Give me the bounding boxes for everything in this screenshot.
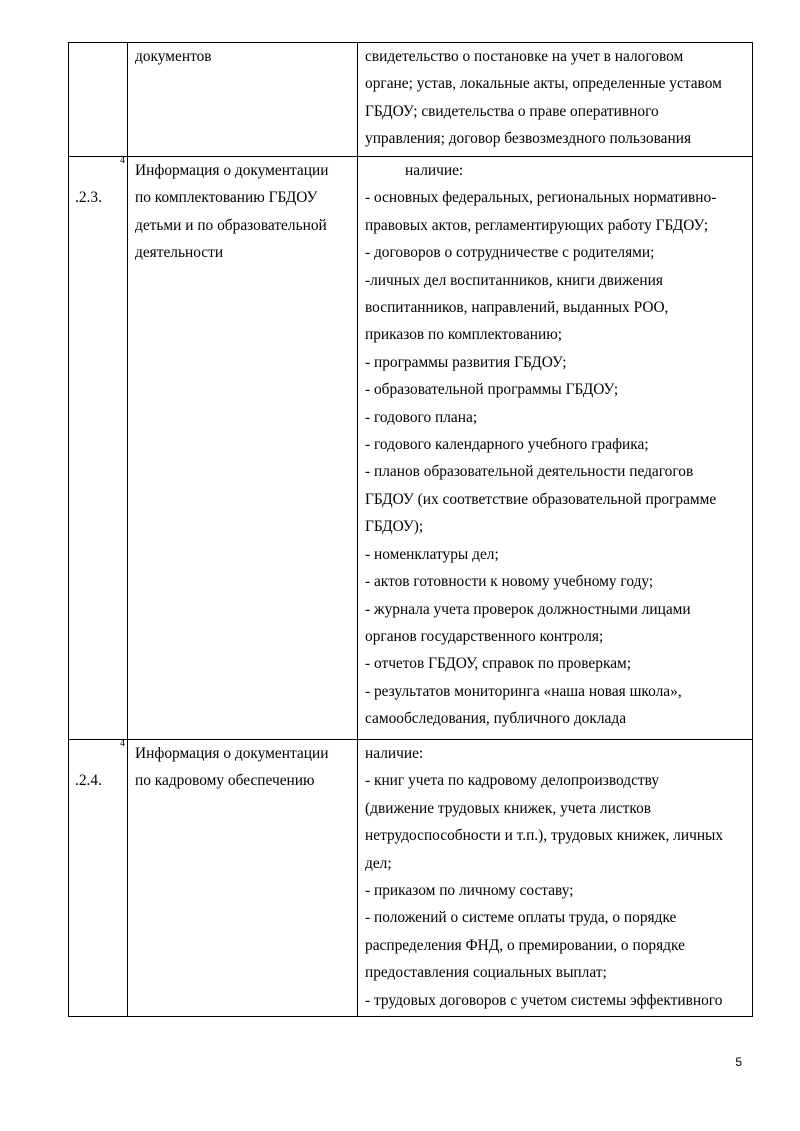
title-line: детьми и по образовательной: [135, 216, 327, 234]
title-line: документов: [135, 48, 212, 65]
row-content-cell: [358, 43, 753, 157]
row-number-cell: [69, 43, 128, 157]
table-row: [69, 43, 753, 157]
content-line: воспитанников, направлений, выданных РОО,: [365, 299, 669, 317]
page-number: 5: [735, 1055, 742, 1069]
title-line: Информация о документации: [135, 162, 329, 179]
content-line: - номенклатуры дел;: [365, 545, 499, 563]
row-number: .2.4.: [75, 772, 102, 790]
content-line: - положений о системе оплаты труда, о порядке: [365, 909, 677, 927]
content-line: распределения ФНД, о премировании, о порядке: [365, 936, 685, 954]
content-line: ГБДОУ (их соответствие образовательной программе: [365, 490, 717, 508]
row-content-cell: [358, 740, 753, 1017]
content-line: - планов образовательной деятельности педагогов: [365, 463, 694, 481]
content-line: органов государственного контроля;: [365, 627, 604, 645]
content-line: - результатов мониторинга «наша новая школа»,: [365, 682, 682, 700]
content-line: управления; договор безвозмездного пользования: [365, 130, 692, 148]
row-number-cell: [69, 740, 128, 1017]
content-line: -личных дел воспитанников, книги движения: [365, 271, 663, 289]
content-line: (движение трудовых книжек, учета листков: [365, 799, 652, 817]
title-line: по кадровому обеспечению: [135, 772, 315, 790]
content-line: правовых актов, регламентирующих работу ГБДОУ;: [365, 216, 709, 234]
documentation-table: [68, 42, 753, 1017]
content-line: ГБДОУ);: [365, 518, 424, 536]
content-line: - отчетов ГБДОУ, справок по проверкам;: [365, 655, 632, 673]
content-line: - книг учета по кадровому делопроизводству: [365, 772, 660, 790]
row-title-cell: [128, 740, 358, 1017]
row-number-cell: [69, 157, 128, 740]
title-line: Информация о документации: [135, 745, 329, 762]
row-marker: 4: [120, 155, 125, 166]
content-line: предоставления социальных выплат;: [365, 964, 607, 982]
content-line: - актов готовности к новому учебному году;: [365, 573, 654, 591]
row-title-cell: [128, 157, 358, 740]
content-line: - трудовых договоров с учетом системы эффективного: [365, 991, 723, 1009]
row-content-cell: [358, 157, 753, 740]
content-line: - программы развития ГБДОУ;: [365, 353, 567, 371]
content-line: нетрудоспособности и т.п.), трудовых книжек, личных: [365, 827, 724, 845]
content-line: наличие:: [405, 162, 464, 179]
row-number: [75, 43, 127, 70]
content-line: дел;: [365, 854, 392, 872]
table-row: [69, 157, 753, 740]
content-line: - образовательной программы ГБДОУ;: [365, 381, 619, 399]
row-marker: 4: [120, 738, 125, 749]
content-line: свидетельство о постановке на учет в налоговом: [365, 48, 684, 65]
content-line: - журнала учета проверок должностными лицами: [365, 600, 691, 618]
content-line: самообследования, публичного доклада: [365, 710, 627, 728]
row-number: .2.3.: [75, 189, 102, 207]
content-line: - годового календарного учебного графика;: [365, 436, 649, 454]
content-line: - приказом по личному составу;: [365, 882, 574, 900]
title-line: по комплектованию ГБДОУ: [135, 189, 318, 207]
title-line: деятельности: [135, 244, 224, 262]
row-title-cell: [128, 43, 358, 157]
table-row: [69, 740, 753, 1017]
content-line: органе; устав, локальные акты, определенные уставом: [365, 75, 722, 93]
content-line: приказов по комплектованию;: [365, 326, 563, 344]
content-line: - договоров о сотрудничестве с родителями;: [365, 244, 655, 262]
content-line: - годового плана;: [365, 408, 478, 426]
content-line: - основных федеральных, региональных нормативно-: [365, 189, 717, 207]
content-line: ГБДОУ; свидетельства о праве оперативного: [365, 102, 659, 120]
content-line: наличие:: [365, 745, 424, 762]
